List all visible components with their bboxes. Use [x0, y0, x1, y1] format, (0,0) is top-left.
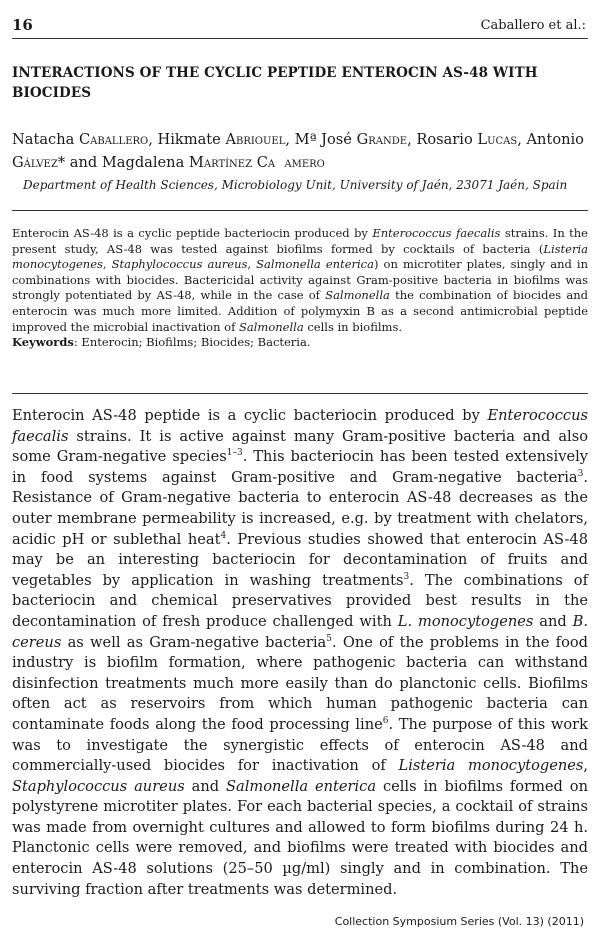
body-run: strains. It is active against many Gram-positive bacteria and also some Gram-negative species: [12, 427, 588, 466]
body-run: . One of the problems in the food industry is biofilm formation, where pathogenic bacteria can withstand disinfection treatments much more easily than do planctonic cells. Biofilms often act as reservoirs from which human pathogenic bacteria can contaminate foods along the food processing line: [12, 633, 588, 733]
abstract-run: strains. In the present study, AS-48 was tested against biofilms formed by cocktails of bacteria (: [12, 226, 588, 256]
body-species: Listeria monocytogenes: [398, 757, 584, 775]
abstract-run: ,: [247, 257, 257, 272]
body-run: . The combinations of bacteriocin and chemical preservatives provided best results in the decontamination of fresh produce challenged with: [12, 571, 588, 630]
page-number: 16: [12, 16, 33, 34]
author-family: Caballero: [78, 131, 149, 148]
abstract-run: cells in biofilms.: [303, 319, 403, 334]
abstract-species: Salmonella: [239, 319, 304, 334]
citation-ref: 4: [220, 530, 227, 541]
body-run: and: [533, 612, 573, 630]
author-family: Abriouel: [225, 131, 286, 148]
author-given: Magdalena: [101, 154, 185, 171]
abstract-text: [12, 226, 588, 351]
journal-footer: Collection Symposium Series (Vol. 13) (2011): [334, 915, 584, 928]
running-author: Caballero et al.:: [480, 18, 586, 33]
author-separator: ,: [148, 131, 158, 148]
body-run: as well as Gram-negative bacteria: [61, 633, 327, 651]
author-given: Mª José: [294, 131, 352, 148]
keywords: : Enterocin; Biofilms; Biocides; Bacteria.: [73, 335, 311, 350]
author-family: Gálvez: [12, 154, 58, 171]
running-head: [12, 16, 588, 39]
body-run: . Previous studies showed that enterocin AS-48 may be an interesting bacteriocin for decontamination of fruits and vegetables by application in washing treatments: [12, 530, 588, 589]
body-species: Enterococcus faecalis: [12, 407, 588, 445]
body-species: Salmonella enterica: [226, 777, 377, 795]
body-species: Staphylococcus aureus: [12, 777, 185, 795]
body-run: and: [184, 777, 226, 795]
abstract-run: the combination of biocides and enterocin was much more limited. Addition of polymyxin B as a second antimicrobial peptide improved the microbial inactivation of: [12, 288, 588, 334]
author-given: Rosario: [416, 131, 473, 148]
author-separator: ,: [517, 131, 527, 148]
author-family: Lucas: [477, 131, 518, 148]
author-given: Hikmate: [157, 131, 221, 148]
paper-title: INTERACTIONS OF THE CYCLIC PEPTIDE ENTEROCIN AS-48 WITH BIOCIDES: [12, 65, 538, 101]
abstract-species: Salmonella enterica: [256, 257, 374, 272]
author-given: Antonio: [526, 131, 584, 148]
body-run: ,: [583, 757, 589, 775]
body-species: L. monocytogenes: [397, 612, 534, 630]
abstract-species: Enterococcus faecalis: [372, 226, 501, 240]
citation-ref: 5: [326, 633, 332, 644]
citation-ref: 1–3: [226, 448, 243, 459]
body-run: . The purpose of this work was to investigate the synergistic effects of enterocin AS-48 and commercially-used biocides for inactivation of: [12, 715, 589, 775]
body-run: . This bacteriocin has been tested extensively in food systems against Gram-positive and Gram-negative bacteria: [12, 448, 588, 486]
body-run: Enterocin AS-48 peptide is a cyclic bacteriocin produced by: [12, 407, 488, 424]
affiliation: Department of Health Sciences, Microbiology Unit, University of Jaén, 23071 Jaén, Spain: [23, 178, 568, 192]
abstract-species: Listeria monocytogenes: [12, 241, 588, 272]
keywords-label: Keywords: [12, 335, 74, 350]
author-family: Martínez Ca amero: [188, 154, 325, 171]
author-separator: * and: [57, 154, 102, 171]
abstract-run: Enterocin AS-48 is a cyclic peptide bacteriocin produced by: [12, 226, 373, 240]
citation-ref: 3: [577, 468, 584, 479]
author-family: Grande: [356, 131, 408, 148]
citation-ref: 6: [382, 716, 389, 727]
body-paragraph: [12, 406, 588, 900]
abstract-species: Salmonella: [325, 288, 390, 303]
author-separator: ,: [407, 131, 417, 148]
body-species: B. cereus: [12, 612, 588, 651]
author-given: Natacha: [12, 131, 75, 148]
body-run: . Resistance of Gram-negative bacteria to enterocin AS-48 decreases as the outer membrane permeability is increased, e.g. by treatment with chelators, acidic pH or sublethal heat: [12, 468, 588, 548]
abstract-species: Staphylococcus aureus: [111, 257, 248, 272]
citation-ref: 3: [403, 571, 410, 582]
abstract-run: ) on microtiter plates, singly and in combinations with biocides. Bactericidal activity against Gram-positive bacteria in biofilms was strongly potentiated by AS-48, while in the case of: [12, 257, 589, 303]
author-list: [12, 128, 588, 174]
body-run: cells in biofilms formed on polystyrene microtiter plates. For each bacterial species, a cocktail of strains was made from overnight cultures and allowed to form biofilms during 24 h. Planctonic cells were removed, and biofilms were treated with biocides and enterocin AS-48 solutions (25–50 µg/ml) singly and in combination. The surviving fraction after treatments was determined.: [12, 777, 588, 898]
abstract-box: [12, 210, 588, 394]
abstract-run: ,: [102, 257, 112, 272]
author-separator: ,: [285, 131, 295, 148]
